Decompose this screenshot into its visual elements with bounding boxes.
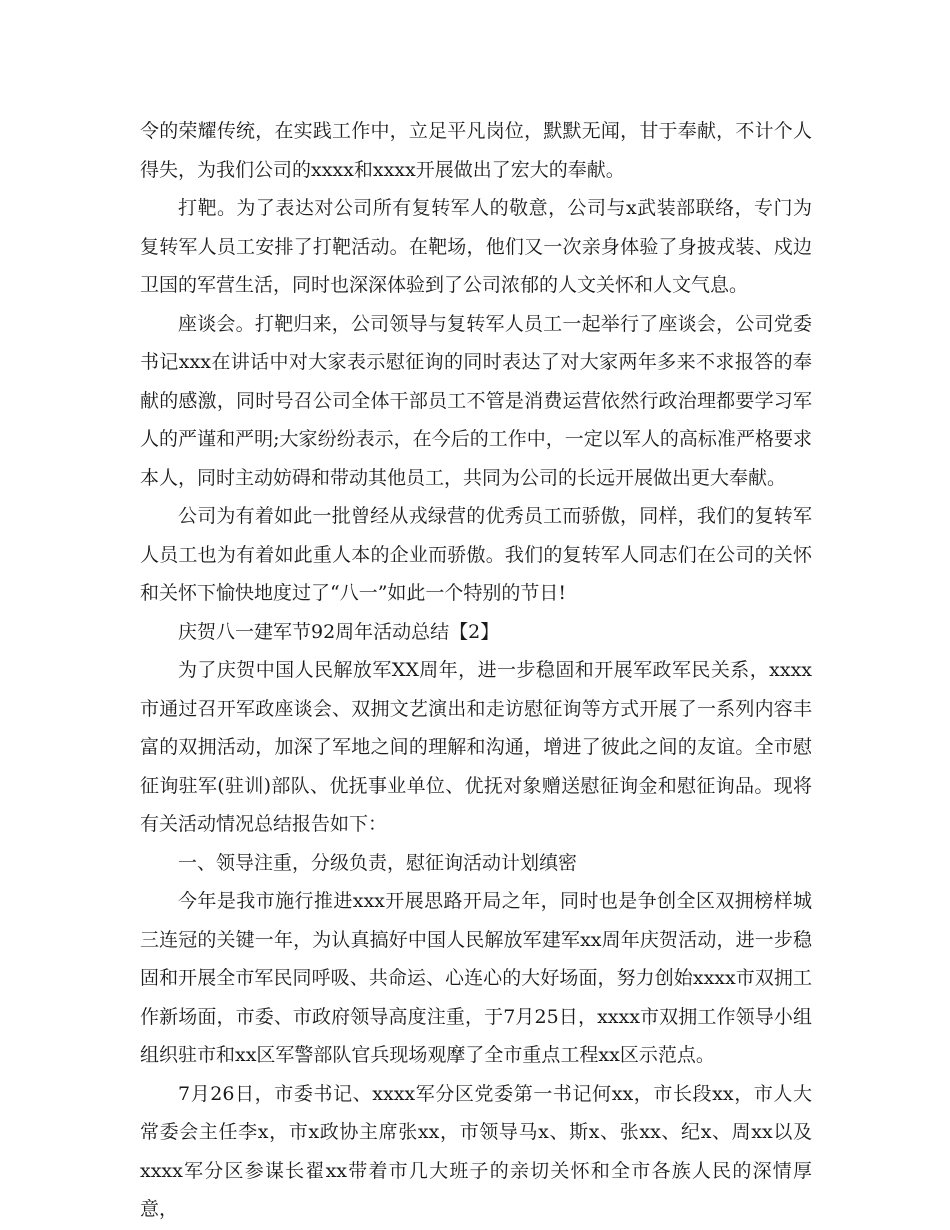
paragraph: 为了庆贺中国人民解放军XX周年，进一步稳固和开展军政军民关系，xxxx市通过召开军政座谈会、双拥文艺演出和走访慰征询等方式开展了一系列内容丰富的双拥活动，加深了军地之间的理解和沟通，增进了彼此之间的友谊。全市慰征询驻军(驻训)部队、优抚事业单位、优抚对象赠送慰征询金和慰征询品。现将有关活动情况总结报告如下： [140, 659, 812, 835]
document-body [140, 112, 812, 1229]
paragraph: 公司为有着如此一批曾经从戎绿营的优秀员工而骄傲，同样，我们的复转军人员工也为有着如此重人本的企业而骄傲。我们的复转军人同志们在公司的关怀和关怀下愉快地度过了“八一”如此一个特别的节日! [140, 505, 812, 604]
paragraph: 打靶。为了表达对公司所有复转军人的敬意，公司与x武装部联络，专门为复转军人员工安排了打靶活动。在靶场，他们又一次亲身体验了身披戎装、戍边卫国的军营生活，同时也深深体验到了公司浓郁的人文关怀和人文气息。 [140, 197, 812, 296]
paragraph: 今年是我市施行推进xxx开展思路开局之年，同时也是争创全区双拥榜样城三连冠的关键一年，为认真搞好中国人民解放军建军xx周年庆贺活动，进一步稳固和开展全市军民同呼吸、共命运、心连心的大好场面，努力创始xxxx市双拥工作新场面，市委、市政府领导高度注重，于7月25日，xxxx市双拥工作领导小组组织驻市和xx区军警部队官兵现场观摩了全市重点工程xx区示范点。 [140, 890, 812, 1066]
paragraph: 座谈会。打靶归来，公司领导与复转军人员工一起举行了座谈会，公司党委书记xxx在讲话中对大家表示慰征询的同时表达了对大家两年多来不求报答的奉献的感激，同时号召公司全体干部员工不管是消费运营依然行政治理都要学习军人的严谨和严明;大家纷纷表示，在今后的工作中，一定以军人的高标准严格要求本人，同时主动妨碍和带动其他员工，共同为公司的长远开展做出更大奉献。 [140, 312, 812, 489]
paragraph: 令的荣耀传统，在实践工作中，立足平凡岗位，默默无闻，甘于奉献，不计个人得失，为我们公司的xxxx和xxxx开展做出了宏大的奉献。 [140, 120, 812, 181]
subsection-heading: 一、领导注重，分级负责，慰征询活动计划缜密 [178, 851, 578, 874]
paragraph: 7月26日，市委书记、xxxx军分区党委第一书记何xx，市长段xx，市人大常委会主任李x，市x政协主席张xx，市领导马x、斯x、张xx、纪x、周xx以及xxxx军分区参谋长翟xx带着市几大班子的亲切关怀和全市各族人民的深情厚意， [140, 1082, 812, 1220]
section-heading: 庆贺八一建军节92周年活动总结【2】 [178, 620, 500, 643]
